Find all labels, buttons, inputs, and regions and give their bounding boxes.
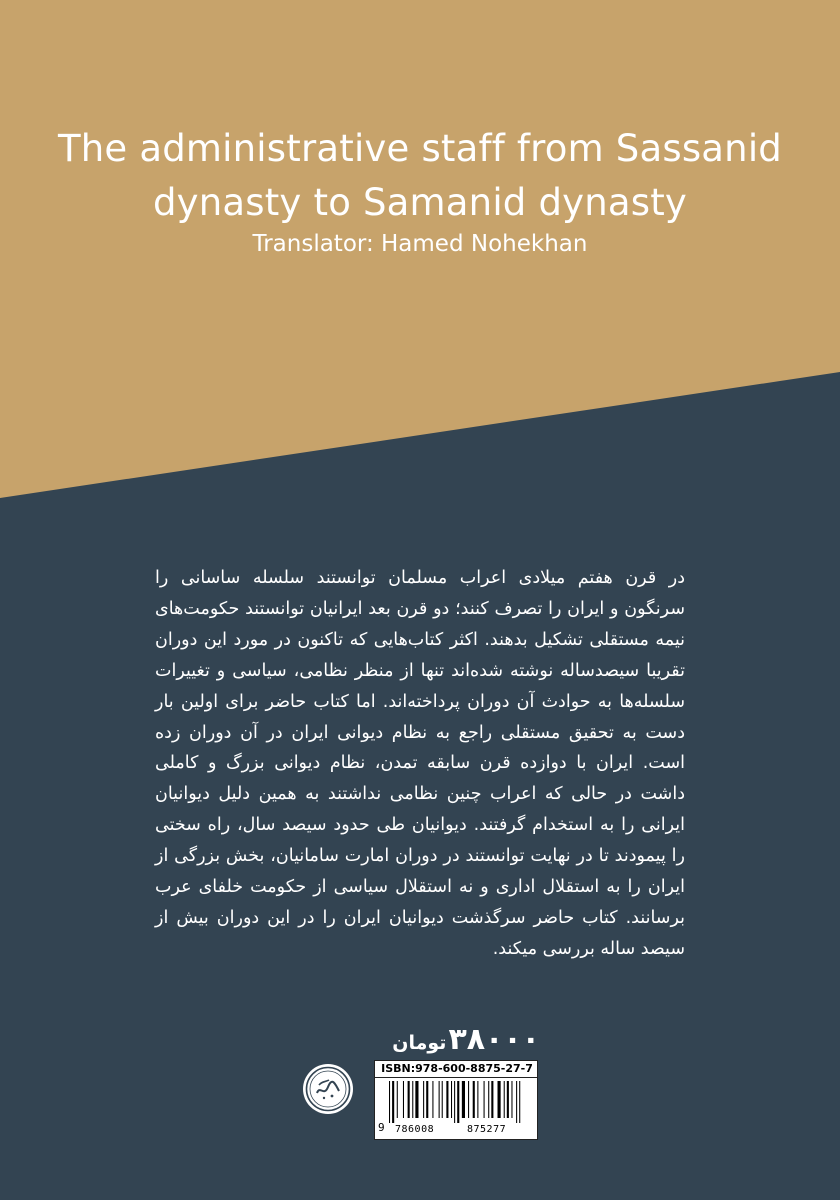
barcode-digits-left: 786008	[395, 1124, 435, 1135]
barcode-bar	[446, 1081, 448, 1118]
barcode-bar	[412, 1081, 413, 1118]
barcode-digits-right: 875277	[467, 1124, 507, 1135]
barcode-bar	[397, 1081, 398, 1118]
publisher-seal-icon	[302, 1063, 354, 1115]
barcode-bar	[516, 1081, 517, 1123]
isbn-text: ISBN:978-600-8875-27-7	[381, 1062, 533, 1075]
barcode-lead-digit: 9	[378, 1121, 385, 1134]
barcode-bar	[392, 1081, 394, 1123]
price-unit: تومان	[392, 1032, 447, 1054]
barcode-bar	[423, 1081, 424, 1118]
barcode-bar	[477, 1081, 478, 1118]
barcode-bar	[457, 1081, 459, 1123]
barcode-bar	[511, 1081, 512, 1118]
barcode-bar	[432, 1081, 433, 1118]
barcode-bar	[426, 1081, 428, 1118]
isbn-divider	[375, 1077, 537, 1078]
barcode-bar	[468, 1081, 469, 1118]
barcode-bar	[442, 1081, 443, 1118]
barcode-bar	[408, 1081, 410, 1118]
barcode-bar	[519, 1081, 520, 1123]
barcode-bar	[491, 1081, 493, 1118]
barcode-bar	[454, 1081, 455, 1123]
barcode-bar	[403, 1081, 404, 1118]
book-title-line-2: dynasty to Samanid dynasty	[152, 181, 688, 224]
barcode-bar	[484, 1081, 485, 1118]
price-amount: ۳۸۰۰۰	[448, 1022, 540, 1057]
back-cover-blurb: در قرن هفتم میلادی اعراب مسلمان توانستند سلسله ساسانی را سرنگون و ایران را تصرف کنند؛ دو قرن بعد ایرانیان توانستند حکومت‌های نیمه مستقلی تشکیل بدهند. اکثر کتاب‌هایی که تاکنون در مورد این دوران تقریبا سیصدساله نوشته شده‌اند تنها از منظر نظامی، سیاسی و تغییرات سلسله‌ها به حوادث آن دوران پرداخته‌اند. اما کتاب حاضر برای اولین بار دست به تحقیق مستقلی راجع به نظام دیوانی ایران در آن دوران زده است. ایران با دوازده قرن سابقه تمدن، نظام دیوانی بزرگ و کاملی داشت در حالی که اعراب چنین نظامی نداشتند به همین دلیل دیوانیان ایرانی را به استخدام گرفتند. دیوانیان طی حدود سیصد سال، راه سختی را پیمودند تا در نهایت توانستند در دوران امارت سامانیان، بخش بزرگی از ایران را به استقلال اداری و نه استقلال سیاسی از حکومت خلفای عرب برسانند. کتاب حاضر سرگذشت دیوانیان ایران را در این دوران بیش از سیصد ساله بررسی میکند.	[155, 568, 685, 959]
barcode-bar	[473, 1081, 475, 1118]
barcode-bar	[451, 1081, 452, 1118]
barcode-bar	[389, 1081, 390, 1123]
barcode-bar	[439, 1081, 440, 1118]
barcode-bar	[507, 1081, 509, 1118]
barcode-bar	[415, 1081, 418, 1118]
barcode-bar	[504, 1081, 505, 1118]
barcode-bar	[488, 1081, 489, 1118]
book-title	[40, 122, 800, 230]
barcode-bar	[462, 1081, 465, 1118]
barcode-bars	[389, 1081, 533, 1123]
barcode-bar	[498, 1081, 501, 1118]
barcode-label	[374, 1060, 538, 1140]
price-tag	[374, 1018, 540, 1062]
translator-credit: Translator: Hamed Nohekhan	[252, 231, 588, 257]
book-title-line-1: The administrative staff from Sassanid	[57, 127, 782, 170]
